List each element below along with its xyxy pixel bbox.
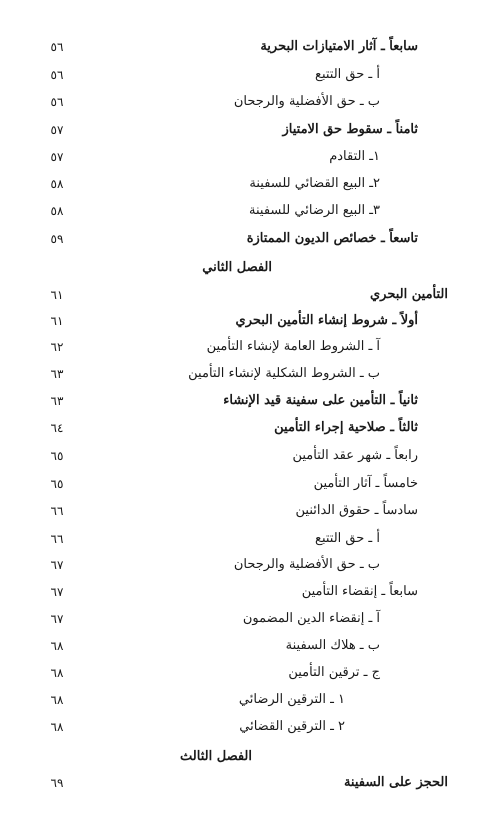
toc-entry: [0, 364, 500, 388]
toc-entry-page: ٦٣: [50, 394, 64, 408]
toc-entry-page: ٦١: [50, 314, 64, 328]
toc-entry-title: تاسعاً ـ خصائص الديون الممتازة: [246, 231, 418, 246]
toc-entry-title: ٢ ـ الترقين القضائي: [239, 719, 345, 734]
toc-entry: [0, 147, 500, 171]
toc-entry-title: آ ـ إنقضاء الدين المضمون: [242, 611, 380, 626]
toc-entry-title: ثامناً ـ سقوط حق الامتياز: [282, 122, 418, 137]
toc-entry-page: ٥٦: [50, 95, 64, 109]
toc-entry-page: ٦٥: [50, 477, 64, 491]
toc-entry: [0, 311, 500, 335]
toc-entry: [0, 120, 500, 144]
toc-entry-title: الحجز على السفينة: [343, 775, 448, 790]
toc-entry-title: ٢ـ البيع القضائي للسفينة: [249, 176, 380, 191]
toc-entry: [0, 636, 500, 660]
toc-entry-page: ٥٩: [50, 232, 64, 246]
toc-entry: [0, 582, 500, 606]
toc-entry: [0, 37, 500, 61]
toc-entry-page: ٥٦: [50, 68, 64, 82]
toc-entry: [0, 717, 500, 741]
toc-entry-title: أولاً ـ شروط إنشاء التأمين البحري: [235, 313, 418, 328]
toc-entry-title: خامساً ـ آثار التأمين: [313, 476, 418, 491]
toc-entry-page: ٦٨: [50, 666, 64, 680]
toc-entry: [0, 529, 500, 553]
toc-entry: [0, 474, 500, 498]
toc-entry-page: ٦٢: [50, 340, 64, 354]
toc-entry-title: سابعاً ـ آثار الامتيازات البحرية: [260, 39, 418, 54]
toc-entry-title: ج ـ ترقين التأمين: [288, 665, 380, 680]
chapter-heading: الفصل الثالث: [180, 749, 252, 764]
toc-entry-page: ٥٨: [50, 177, 64, 191]
toc-entry-page: ٦٥: [50, 449, 64, 463]
toc-entry: [0, 285, 500, 309]
toc-entry: [0, 501, 500, 525]
toc-entry: [0, 65, 500, 89]
toc-entry-page: ٥٧: [50, 123, 64, 137]
toc-entry-title: ٣ـ البيع الرضائي للسفينة: [249, 203, 380, 218]
toc-entry-page: ٦٨: [50, 639, 64, 653]
toc-entry-title: التأمين البحري: [370, 287, 448, 302]
toc-entry: [0, 229, 500, 253]
toc-entry-title: ب ـ هلاك السفينة: [285, 638, 380, 653]
toc-entry: [0, 555, 500, 579]
toc-entry-title: ب ـ حق الأفضلية والرجحان: [233, 557, 380, 572]
toc-entry: [0, 690, 500, 714]
toc-entry-page: ٦٣: [50, 367, 64, 381]
toc-entry-page: ٦٧: [50, 558, 64, 572]
toc-entry: [0, 337, 500, 361]
toc-entry: [0, 92, 500, 116]
chapter-heading: الفصل الثاني: [202, 260, 272, 275]
toc-entry-page: ٦٩: [50, 776, 64, 790]
toc-entry-page: ٦١: [50, 288, 64, 302]
toc-entry-page: ٥٦: [50, 40, 64, 54]
toc-entry-page: ٦٦: [50, 504, 64, 518]
toc-entry-title: أ ـ حق التتبع: [315, 67, 380, 82]
toc-entry-page: ٦٧: [50, 612, 64, 626]
toc-entry-page: ٥٧: [50, 150, 64, 164]
toc-entry: [0, 663, 500, 687]
toc-entry: [0, 446, 500, 470]
toc-entry-page: ٦٤: [50, 421, 64, 435]
toc-entry-title: ثالثاً ـ صلاحية إجراء التأمين: [274, 420, 418, 435]
toc-entry-title: ب ـ حق الأفضلية والرجحان: [233, 94, 380, 109]
toc-entry-page: ٥٨: [50, 204, 64, 218]
toc-entry-title: أ ـ حق التتبع: [315, 531, 380, 546]
toc-entry: [0, 418, 500, 442]
toc-entry: [0, 609, 500, 633]
toc-entry-page: ٦٨: [50, 720, 64, 734]
toc-entry: [0, 773, 500, 797]
toc-entry-page: ٦٦: [50, 532, 64, 546]
toc-entry-page: ٦٨: [50, 693, 64, 707]
toc-entry-title: ب ـ الشروط الشكلية لإنشاء التأمين: [188, 366, 380, 381]
toc-entry-title: رابعاً ـ شهر عقد التأمين: [292, 448, 418, 463]
toc-entry-title: سادساً ـ حقوق الدائنين: [295, 503, 418, 518]
toc-entry-title: آ ـ الشروط العامة لإنشاء التأمين: [206, 339, 380, 354]
toc-entry-title: سابعاً ـ إنقضاء التأمين: [301, 584, 418, 599]
toc-entry-page: ٦٧: [50, 585, 64, 599]
toc-entry-title: ١ـ التقادم: [329, 149, 380, 164]
toc-entry-title: ثانياً ـ التأمين على سفينة قيد الإنشاء: [223, 393, 418, 408]
toc-entry: [0, 391, 500, 415]
toc-entry: [0, 174, 500, 198]
toc-entry-title: ١ ـ الترقين الرضائي: [238, 692, 345, 707]
toc-entry: [0, 201, 500, 225]
